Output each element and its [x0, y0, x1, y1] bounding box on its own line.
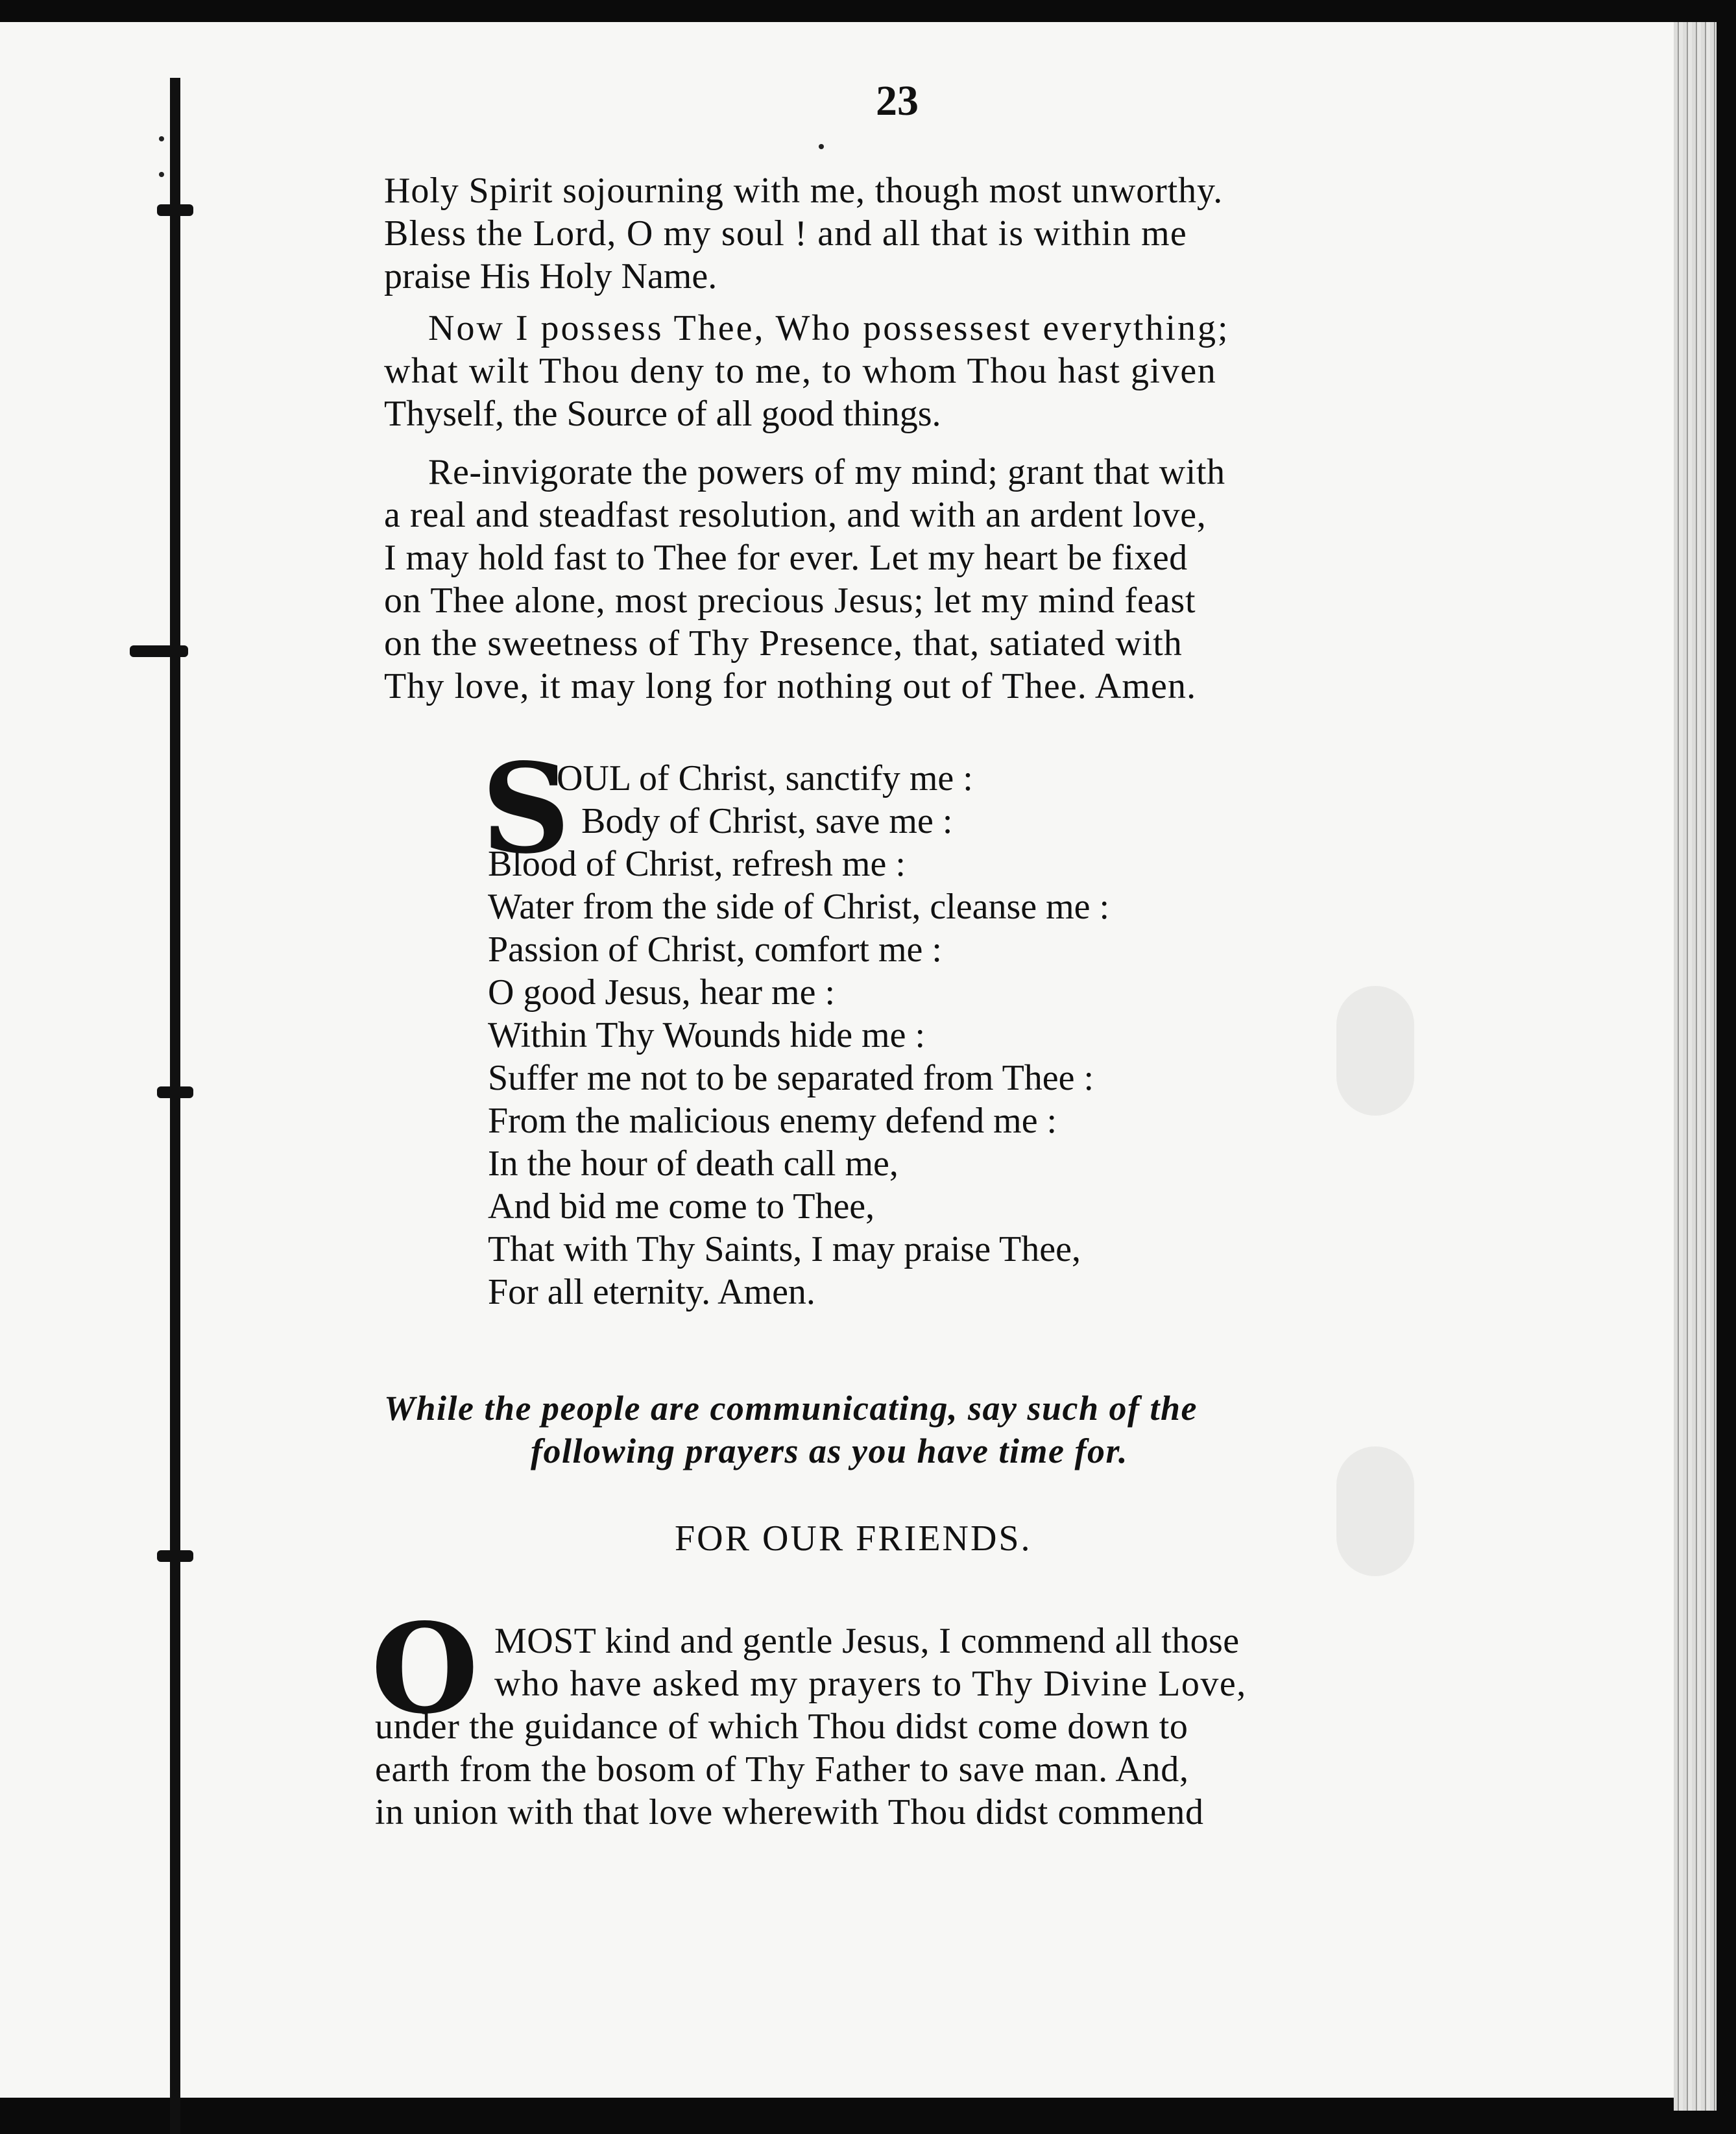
- binding-stitch: [157, 1086, 193, 1098]
- prayer-line: who have asked my prayers to Thy Divine Love,: [494, 1664, 1247, 1704]
- section-heading: FOR OUR FRIENDS.: [675, 1518, 1032, 1559]
- bleed-through-shade: [1336, 1446, 1414, 1576]
- body-line: Thyself, the Source of all good things.: [384, 394, 941, 434]
- verse-line: Water from the side of Christ, cleanse me :: [488, 887, 1110, 927]
- verse-line: Blood of Christ, refresh me :: [488, 844, 906, 884]
- body-line: a real and steadfast resolution, and with an ardent love,: [384, 495, 1207, 535]
- binding-mark: [159, 172, 164, 177]
- body-line: Holy Spirit sojourning with me, though most unworthy.: [384, 171, 1224, 211]
- body-line: what wilt Thou deny to me, to whom Thou hast given: [384, 351, 1217, 391]
- verse-line: In the hour of death call me,: [488, 1144, 898, 1184]
- verse-line: For all eternity. Amen.: [488, 1272, 815, 1312]
- verse-line: Passion of Christ, comfort me :: [488, 929, 942, 970]
- prayer-line: in union with that love wherewith Thou didst commend: [375, 1792, 1204, 1832]
- verse-line: OUL of Christ, sanctify me :: [557, 758, 973, 798]
- verse-line: From the malicious enemy defend me :: [488, 1101, 1057, 1141]
- body-line: on the sweetness of Thy Presence, that, satiated with: [384, 623, 1183, 664]
- body-line: Now I possess Thee, Who possessest everything;: [428, 308, 1230, 348]
- body-line: I may hold fast to Thee for ever. Let my heart be fixed: [384, 538, 1188, 578]
- rubric-line: While the people are communicating, say such of the: [384, 1389, 1198, 1428]
- prayer-line: earth from the bosom of Thy Father to save man. And,: [375, 1749, 1189, 1790]
- verse-line: Body of Christ, save me :: [581, 801, 953, 841]
- binding-thread: [170, 78, 180, 2134]
- binding-stitch: [130, 645, 188, 657]
- body-line: Bless the Lord, O my soul ! and all that is within me: [384, 213, 1187, 254]
- body-line: Re-invigorate the powers of my mind; grant that with: [428, 452, 1225, 492]
- prayer-line: MOST kind and gentle Jesus, I commend all those: [494, 1621, 1240, 1661]
- verse-line: That with Thy Saints, I may praise Thee,: [488, 1229, 1081, 1269]
- body-line: Thy love, it may long for nothing out of Thee. Amen.: [384, 666, 1197, 706]
- drop-cap-s: S: [481, 736, 571, 881]
- verse-line: Within Thy Wounds hide me :: [488, 1015, 926, 1055]
- drop-cap-o: O: [371, 1596, 479, 1741]
- verse-line: And bid me come to Thee,: [488, 1186, 875, 1227]
- binding-mark: [159, 136, 164, 141]
- binding-stitch: [157, 204, 193, 216]
- verse-line: Suffer me not to be separated from Thee :: [488, 1058, 1094, 1098]
- rubric-line: following prayers as you have time for.: [531, 1432, 1128, 1470]
- verse-line: O good Jesus, hear me :: [488, 972, 836, 1013]
- binding-stitch: [157, 1550, 193, 1562]
- ornament-dot: [819, 144, 824, 149]
- prayer-line: under the guidance of which Thou didst come down to: [375, 1707, 1188, 1747]
- body-line: praise His Holy Name.: [384, 256, 717, 296]
- body-line: on Thee alone, most precious Jesus; let my mind feast: [384, 581, 1196, 621]
- page-number: 23: [876, 77, 919, 125]
- bleed-through-shade: [1336, 986, 1414, 1116]
- page-edges: [1674, 22, 1717, 2111]
